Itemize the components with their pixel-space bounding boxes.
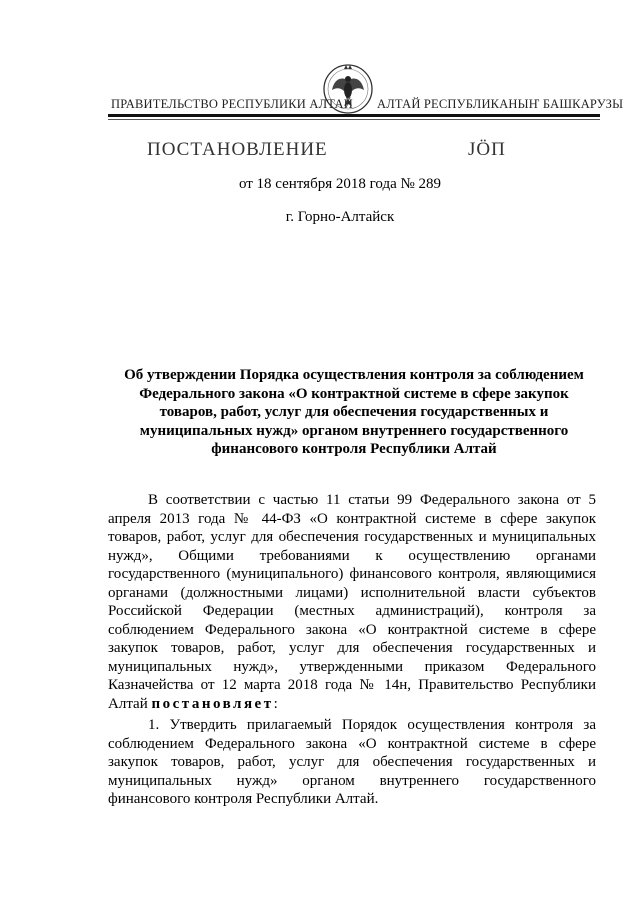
government-name-ru: ПРАВИТЕЛЬСТВО РЕСПУБЛИКИ АЛТАЙ (111, 97, 353, 111)
preamble-paragraph (108, 491, 596, 713)
preamble-text: В соответствии с частью 11 статьи 99 Федерального закона от 5 апреля 2013 года № 44-ФЗ «О контрактной системе в сфере закупок товаров, работ, услуг для обеспечения государственных и муниципальных нужд», Общими требованиями к осуществлению органами государственного (муниципального) финансового контроля, являющимися органами (должностными лицами) исполнительной власти субъектов Российской Федерации (местных администраций), контроля за соблюдением Федерального закона «О контрактной системе в сфере закупок товаров, работ, услуг для обеспечения государственных и муниципальных нужд», утвержденными приказом Федерального Казначейства от 12 марта 2018 года № 14н, Правительство Республики Алтай (108, 492, 596, 712)
document-date-number: от 18 сентября 2018 года № 289 (238, 176, 442, 192)
government-name-alt: АЛТАЙ РЕСПУБЛИКАНЫҤ БАШКАРУЗЫ (377, 97, 624, 111)
doc-type-alt: ЈӦП (468, 139, 506, 160)
header-divider-thin (108, 119, 600, 120)
document-city: г. Горно-Алтайск (285, 209, 395, 225)
preamble-colon: : (273, 695, 278, 712)
document-title: Об утверждении Порядка осуществления контроля за соблюдением Федерального закона «О контрактной системе в сфере закупок товаров, работ, услуг для обеспечения государственных и муниципальных нужд» органом внутреннего государственного финансового контроля Республики Алтай (124, 367, 584, 457)
header-divider (108, 114, 600, 117)
clause-1: 1. Утвердить прилагаемый Порядок осуществления контроля за соблюдением Федерального закона «О контрактной системе в сфере закупок товаров, работ, услуг для обеспечения государственных и муниципальных нужд» органом внутреннего государственного финансового контроля Республики Алтай. (108, 717, 596, 807)
doc-type-ru: ПОСТАНОВЛЕНИЕ (147, 139, 328, 160)
resolves-keyword: постановляет (151, 695, 274, 712)
